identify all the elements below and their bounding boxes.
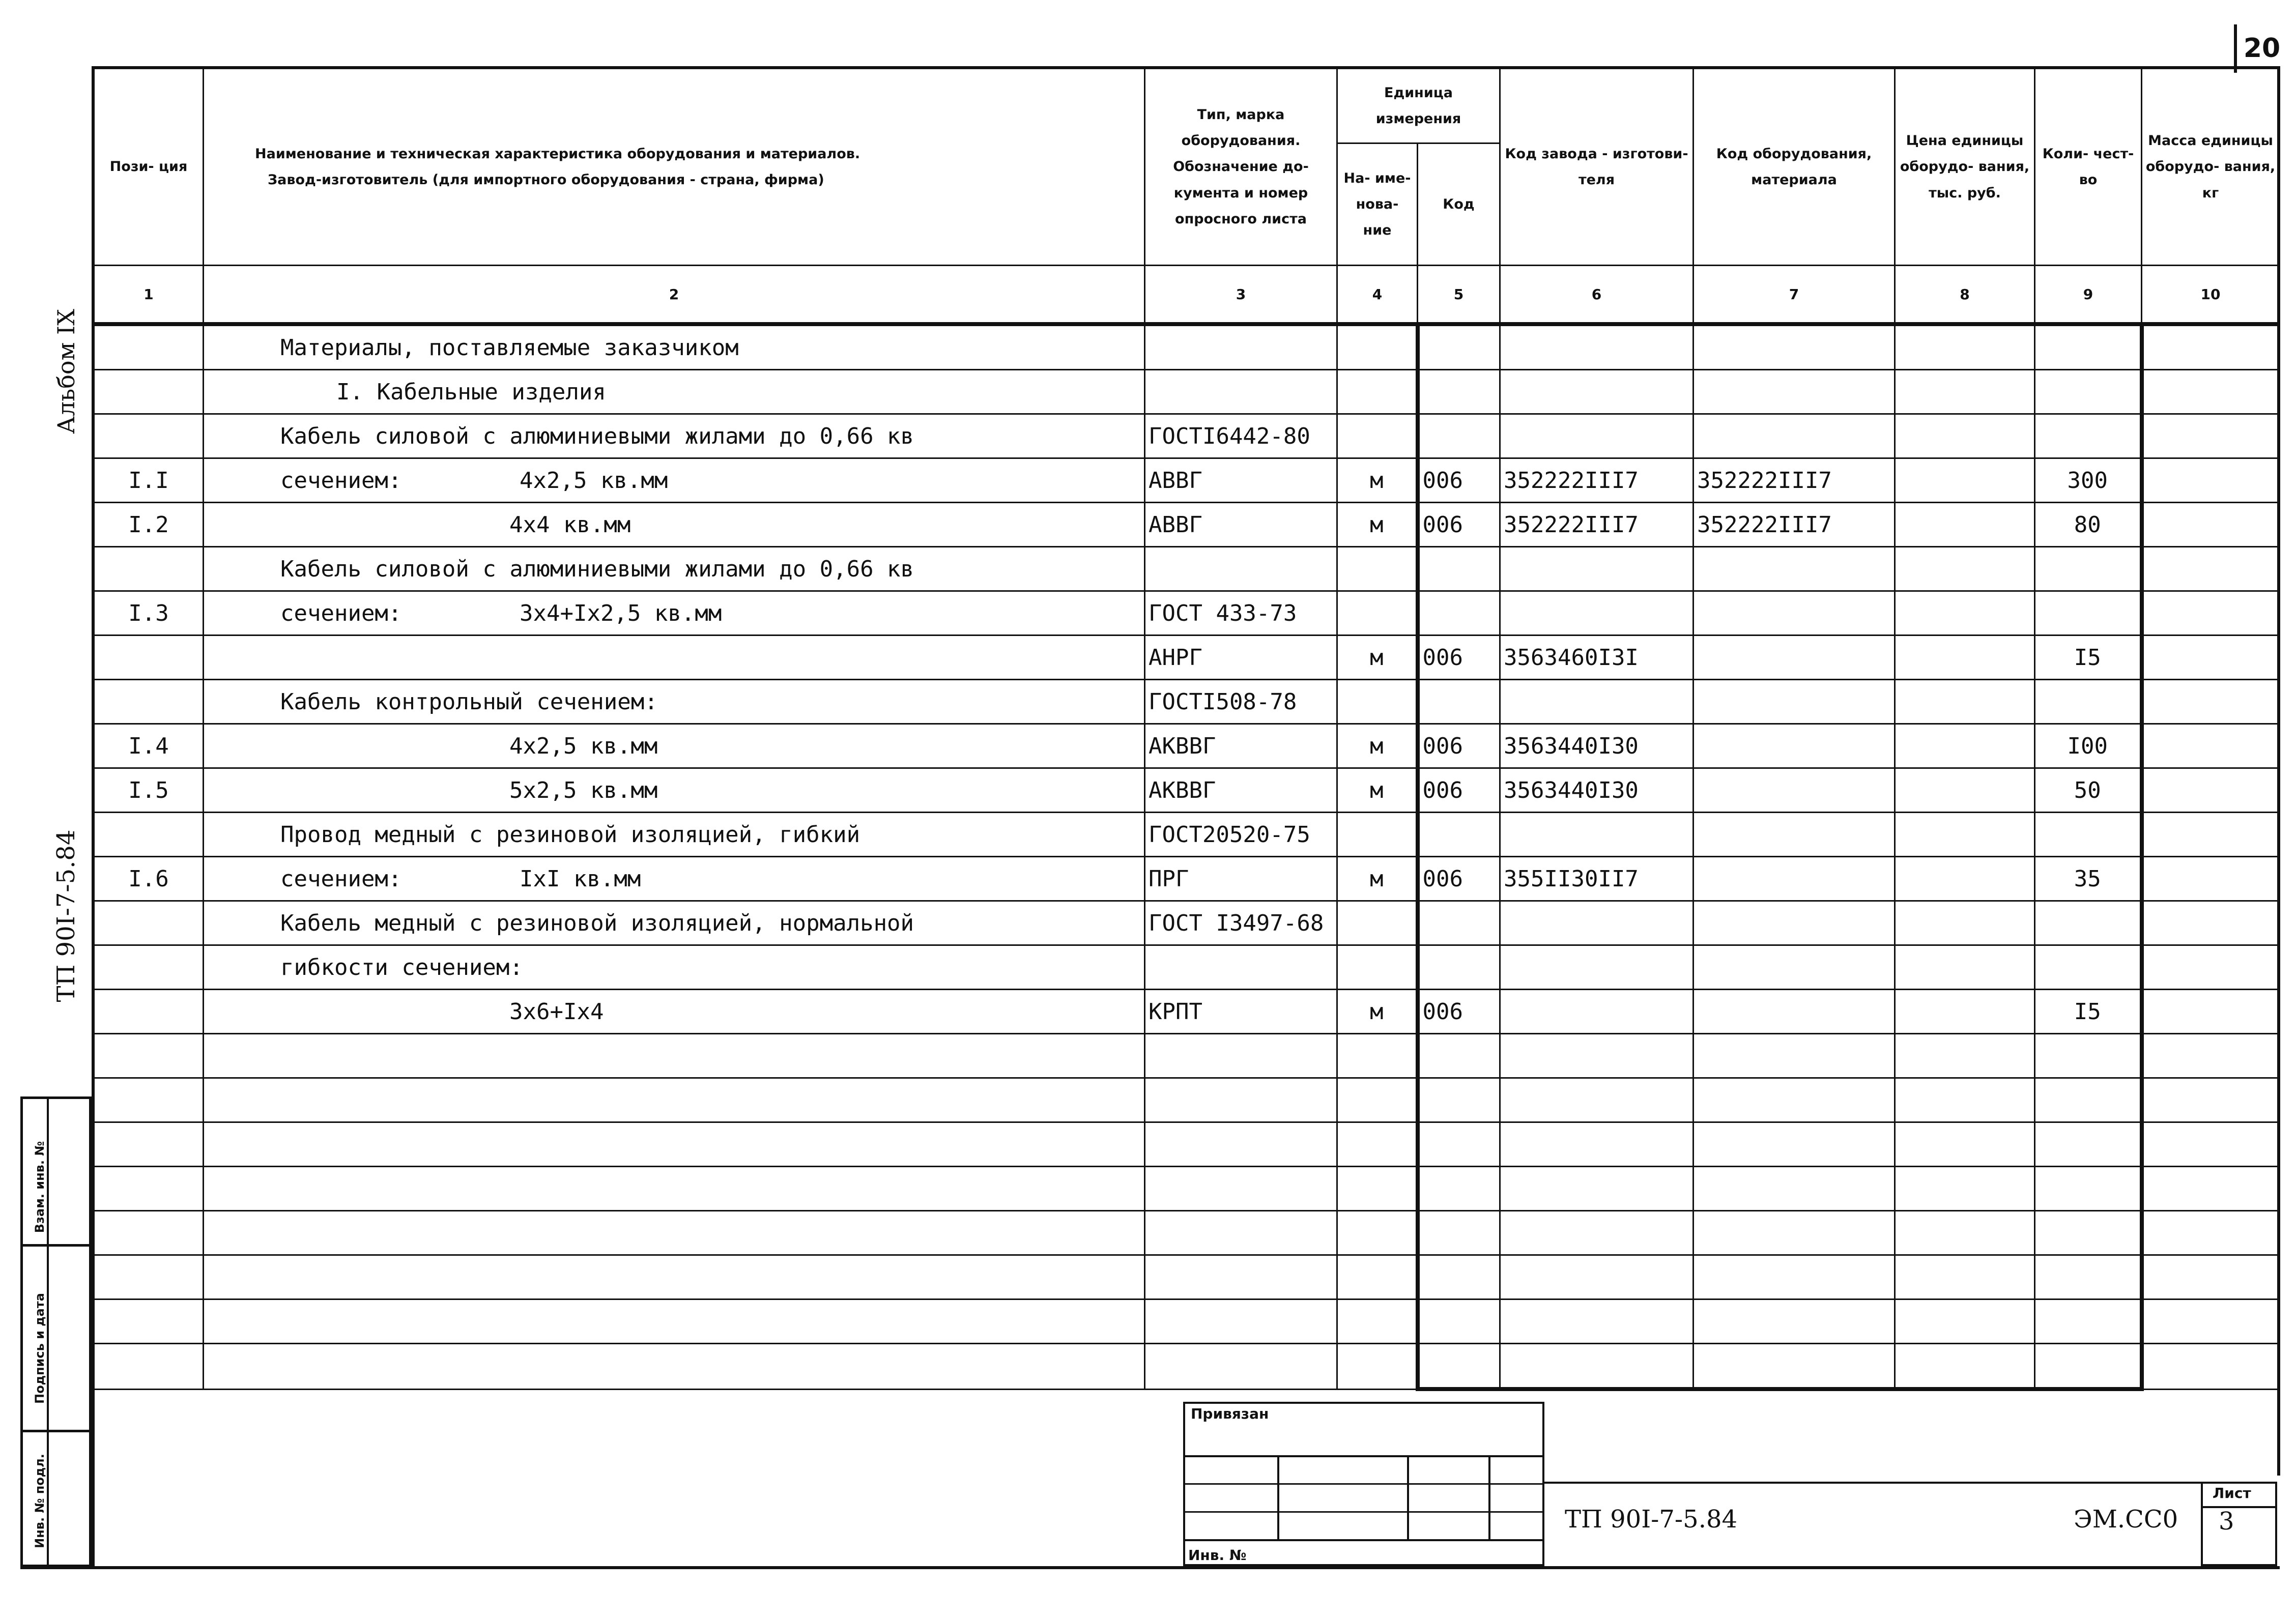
cell-unit	[1337, 370, 1418, 414]
cell-quantity: 300	[2035, 458, 2142, 503]
cell-name: Кабель контрольный сечением:	[204, 680, 1145, 724]
cell-name-label: сечением:	[280, 600, 402, 626]
cell-position: I.5	[94, 768, 204, 813]
cell-code	[1418, 414, 1500, 458]
cell-price	[1895, 813, 2035, 857]
header-mass: Масса единицы оборудо- вания, кг	[2142, 69, 2280, 266]
cell-code	[1418, 370, 1500, 414]
cell-material-code	[1694, 945, 1895, 990]
header-unit-code: Код	[1418, 143, 1500, 266]
cell-mass	[2142, 370, 2280, 414]
cell-name-label: сечением:	[280, 467, 402, 494]
cell-type: ГОСТI508-78	[1145, 680, 1337, 724]
cell-position	[94, 813, 204, 857]
cell-unit	[1337, 901, 1418, 945]
cell-price	[1895, 636, 2035, 680]
cell-name-value: 3х4+Iх2,5 кв.мм	[520, 600, 722, 626]
table-row	[94, 547, 2280, 591]
cell-position: I.4	[94, 724, 204, 768]
cell-name: Кабель силовой с алюминиевыми жилами до 0,66 кв	[204, 547, 1145, 591]
privyazan-vline	[1488, 1455, 1490, 1539]
cell-mass	[2142, 591, 2280, 636]
empty-row	[94, 1344, 2280, 1390]
table-row	[94, 636, 2280, 680]
cell-name	[204, 636, 1145, 680]
table-row	[94, 680, 2280, 724]
cell-code	[1418, 324, 1500, 370]
header-price: Цена единицы оборудо- вания, тыс. руб.	[1895, 69, 2035, 266]
cell-unit	[1337, 591, 1418, 636]
cell-type: ГОСТ20520-75	[1145, 813, 1337, 857]
column-number: 4	[1337, 266, 1418, 325]
title-block-top-line	[1544, 1482, 2277, 1484]
cell-unit: м	[1337, 458, 1418, 503]
cell-plant-code	[1500, 901, 1694, 945]
cell-material-code	[1694, 724, 1895, 768]
column-number: 9	[2035, 266, 2142, 325]
cell-plant-code	[1500, 414, 1694, 458]
cell-name-value: IхI кв.мм	[520, 865, 641, 892]
table-row	[94, 813, 2280, 857]
cell-mass	[2142, 945, 2280, 990]
empty-row	[94, 1034, 2280, 1078]
cell-code	[1418, 591, 1500, 636]
cell-plant-code	[1500, 324, 1694, 370]
cell-material-code: 352222III7	[1694, 503, 1895, 547]
cell-type	[1145, 547, 1337, 591]
cell-price	[1895, 370, 2035, 414]
cell-name: 4х2,5 кв.мм	[204, 724, 1145, 768]
cell-plant-code	[1500, 370, 1694, 414]
cell-unit: м	[1337, 724, 1418, 768]
cell-name	[204, 591, 1145, 636]
cell-name-value: 4х2,5 кв.мм	[520, 467, 668, 494]
cell-plant-code	[1500, 813, 1694, 857]
album-caption: Альбом IX	[52, 309, 80, 434]
table-row	[94, 324, 2280, 370]
cell-material-code	[1694, 680, 1895, 724]
cell-code: 006	[1418, 724, 1500, 768]
cell-position	[94, 680, 204, 724]
cell-name: гибкости сечением:	[204, 945, 1145, 990]
cell-name: Кабель силовой с алюминиевыми жилами до 0,66 кв	[204, 414, 1145, 458]
approval-stamp	[20, 1096, 92, 1567]
cell-name: I. Кабельные изделия	[204, 370, 1145, 414]
column-number: 5	[1418, 266, 1500, 325]
privyazan-vline	[1407, 1455, 1409, 1539]
cell-price	[1895, 768, 2035, 813]
cell-plant-code	[1500, 547, 1694, 591]
empty-row	[94, 1122, 2280, 1167]
table-row	[94, 945, 2280, 990]
cell-position: I.6	[94, 857, 204, 901]
cell-quantity	[2035, 945, 2142, 990]
cell-name: Кабель медный с резиновой изоляцией, нормальной	[204, 901, 1145, 945]
cell-quantity	[2035, 901, 2142, 945]
cell-quantity: 50	[2035, 768, 2142, 813]
cell-name: 3х6+Iх4	[204, 990, 1145, 1034]
cell-type: ГОСТ I3497-68	[1145, 901, 1337, 945]
cell-type: ГОСТ 433-73	[1145, 591, 1337, 636]
cell-mass	[2142, 990, 2280, 1034]
cell-type: АКВВГ	[1145, 768, 1337, 813]
cell-type: АНРГ	[1145, 636, 1337, 680]
cell-material-code	[1694, 370, 1895, 414]
table-row	[94, 458, 2280, 503]
header-name	[204, 69, 1145, 266]
table-row	[94, 901, 2280, 945]
column-number: 2	[204, 266, 1145, 325]
empty-row	[94, 1211, 2280, 1255]
cell-quantity: 35	[2035, 857, 2142, 901]
cell-unit: м	[1337, 857, 1418, 901]
cell-quantity: I5	[2035, 636, 2142, 680]
column-number: 7	[1694, 266, 1895, 325]
header-unit-name: На- име- нова- ние	[1337, 143, 1418, 266]
column-number: 3	[1145, 266, 1337, 325]
cell-position	[94, 324, 204, 370]
cell-plant-code: 3563440I30	[1500, 768, 1694, 813]
cell-price	[1895, 857, 2035, 901]
cell-code	[1418, 901, 1500, 945]
cell-price	[1895, 414, 2035, 458]
sheet-number: 3	[2219, 1507, 2234, 1536]
cell-code: 006	[1418, 458, 1500, 503]
cell-material-code	[1694, 990, 1895, 1034]
header-plant-code: Код завода - изготови- теля	[1500, 69, 1694, 266]
cell-plant-code	[1500, 990, 1694, 1034]
cell-type	[1145, 370, 1337, 414]
cell-code	[1418, 680, 1500, 724]
stamp-divider	[20, 1430, 92, 1432]
cell-plant-code	[1500, 945, 1694, 990]
page-number: 20	[2243, 33, 2281, 64]
cell-unit: м	[1337, 636, 1418, 680]
cell-material-code	[1694, 414, 1895, 458]
cell-type: АВВГ	[1145, 458, 1337, 503]
cell-mass	[2142, 901, 2280, 945]
cell-material-code	[1694, 857, 1895, 901]
header-name-line1: Наименование и техническая характеристика оборудования и материалов.	[255, 146, 860, 162]
cell-price	[1895, 990, 2035, 1034]
cell-code	[1418, 547, 1500, 591]
sheet-label: Лист	[2213, 1485, 2251, 1501]
table-row	[94, 768, 2280, 813]
cell-mass	[2142, 503, 2280, 547]
cell-quantity	[2035, 324, 2142, 370]
cell-name	[204, 458, 1145, 503]
cell-material-code	[1694, 324, 1895, 370]
cell-mass	[2142, 768, 2280, 813]
cell-unit	[1337, 547, 1418, 591]
cell-mass	[2142, 813, 2280, 857]
header-name-line2: Завод-изготовитель (для импортного оборудования - страна, фирма)	[268, 172, 824, 188]
empty-row	[94, 1300, 2280, 1344]
column-number: 6	[1500, 266, 1694, 325]
cell-name	[204, 857, 1145, 901]
cell-position	[94, 636, 204, 680]
cell-unit	[1337, 945, 1418, 990]
table-row	[94, 370, 2280, 414]
cell-position	[94, 990, 204, 1034]
cell-quantity	[2035, 813, 2142, 857]
cell-code	[1418, 813, 1500, 857]
column-number: 8	[1895, 266, 2035, 325]
header-quantity: Коли- чест- во	[2035, 69, 2142, 266]
cell-material-code	[1694, 768, 1895, 813]
cell-unit	[1337, 414, 1418, 458]
empty-row	[94, 1167, 2280, 1211]
cell-mass	[2142, 857, 2280, 901]
cell-type: ГОСТI6442-80	[1145, 414, 1337, 458]
cell-price	[1895, 724, 2035, 768]
header-type: Тип, марка оборудования. Обозначение до- кумента и номер опросного листа	[1145, 69, 1337, 266]
cell-quantity	[2035, 370, 2142, 414]
cell-code: 006	[1418, 768, 1500, 813]
stamp-podpis-data: Подпись и дата	[33, 1293, 47, 1404]
sheet-box-line	[2201, 1506, 2277, 1508]
header-material-code: Код оборудования, материала	[1694, 69, 1895, 266]
cell-unit	[1337, 813, 1418, 857]
cell-quantity	[2035, 547, 2142, 591]
title-doc-code: ТП 90I-7-5.84	[1565, 1505, 1738, 1534]
table-row	[94, 414, 2280, 458]
cell-material-code	[1694, 813, 1895, 857]
cell-material-code: 352222III7	[1694, 458, 1895, 503]
cell-code: 006	[1418, 636, 1500, 680]
header-unit-group: Единица измерения	[1337, 69, 1500, 143]
cell-code: 006	[1418, 990, 1500, 1034]
column-number: 1	[94, 266, 204, 325]
cell-mass	[2142, 458, 2280, 503]
specification-table	[93, 68, 2280, 1391]
cell-plant-code: 352222III7	[1500, 503, 1694, 547]
cell-type: АКВВГ	[1145, 724, 1337, 768]
cell-plant-code: 3563440I30	[1500, 724, 1694, 768]
cell-mass	[2142, 724, 2280, 768]
cell-quantity	[2035, 591, 2142, 636]
cell-price	[1895, 945, 2035, 990]
doc-code-side-caption: ТП 90I-7-5.84	[52, 829, 80, 1002]
header-position: Пози- ция	[94, 69, 204, 266]
privyazan-label: Привязан	[1191, 1405, 1269, 1422]
cell-type	[1145, 945, 1337, 990]
cell-type: АВВГ	[1145, 503, 1337, 547]
cell-unit: м	[1337, 990, 1418, 1034]
cell-quantity: I5	[2035, 990, 2142, 1034]
cell-position	[94, 414, 204, 458]
cell-mass	[2142, 414, 2280, 458]
cell-name-label: сечением:	[280, 865, 402, 892]
cell-quantity: I00	[2035, 724, 2142, 768]
column-number-row	[94, 266, 2280, 325]
cell-material-code	[1694, 547, 1895, 591]
cell-type	[1145, 324, 1337, 370]
cell-plant-code	[1500, 680, 1694, 724]
table-row	[94, 724, 2280, 768]
cell-position	[94, 547, 204, 591]
cell-quantity	[2035, 680, 2142, 724]
cell-plant-code: 355II30II7	[1500, 857, 1694, 901]
cell-type: КРПТ	[1145, 990, 1337, 1034]
cell-mass	[2142, 547, 2280, 591]
cell-position: I.3	[94, 591, 204, 636]
cell-material-code	[1694, 636, 1895, 680]
cell-price	[1895, 324, 2035, 370]
cell-material-code	[1694, 591, 1895, 636]
table-row	[94, 990, 2280, 1034]
cell-position	[94, 901, 204, 945]
cell-material-code	[1694, 901, 1895, 945]
cell-mass	[2142, 324, 2280, 370]
cell-name: 4х4 кв.мм	[204, 503, 1145, 547]
cell-price	[1895, 591, 2035, 636]
cell-position	[94, 945, 204, 990]
stamp-vzam-inv: Взам. инв. №	[33, 1141, 47, 1233]
cell-price	[1895, 901, 2035, 945]
cell-price	[1895, 458, 2035, 503]
cell-name: Материалы, поставляемые заказчиком	[204, 324, 1145, 370]
table-row	[94, 503, 2280, 547]
cell-mass	[2142, 636, 2280, 680]
cell-code: 006	[1418, 503, 1500, 547]
cell-price	[1895, 503, 2035, 547]
frame-bottom-border	[20, 1566, 2280, 1569]
cell-quantity: 80	[2035, 503, 2142, 547]
empty-row	[94, 1078, 2280, 1122]
table-row	[94, 591, 2280, 636]
stamp-inv-podl: Инв. № подл.	[33, 1454, 47, 1548]
cell-unit	[1337, 324, 1418, 370]
cell-mass	[2142, 680, 2280, 724]
stamp-divider	[20, 1244, 92, 1247]
cell-unit	[1337, 680, 1418, 724]
title-sheet-code: ЭМ.СС0	[2074, 1505, 2178, 1534]
cell-position: I.I	[94, 458, 204, 503]
cell-plant-code: 352222III7	[1500, 458, 1694, 503]
cell-code: 006	[1418, 857, 1500, 901]
privyazan-line	[1183, 1539, 1544, 1541]
cell-quantity	[2035, 414, 2142, 458]
cell-price	[1895, 547, 2035, 591]
cell-position	[94, 370, 204, 414]
empty-row	[94, 1255, 2280, 1300]
column-number: 10	[2142, 266, 2280, 325]
cell-name: 5х2,5 кв.мм	[204, 768, 1145, 813]
cell-unit: м	[1337, 503, 1418, 547]
cell-unit: м	[1337, 768, 1418, 813]
cell-price	[1895, 680, 2035, 724]
cell-plant-code	[1500, 591, 1694, 636]
cell-code	[1418, 945, 1500, 990]
privyazan-vline	[1277, 1455, 1279, 1539]
cell-position: I.2	[94, 503, 204, 547]
cell-type: ПРГ	[1145, 857, 1337, 901]
table-row	[94, 857, 2280, 901]
cell-name: Провод медный с резиновой изоляцией, гибкий	[204, 813, 1145, 857]
cell-plant-code: 3563460I3I	[1500, 636, 1694, 680]
inv-no-label: Инв. №	[1188, 1547, 1247, 1564]
